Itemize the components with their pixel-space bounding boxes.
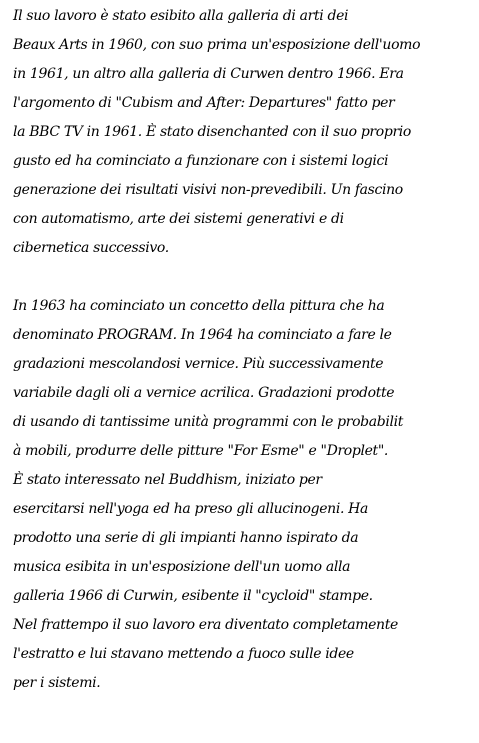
text-line: per i sistemi. <box>13 675 101 691</box>
document-body <box>13 2 479 698</box>
text-line: l'argomento di "Cubism and After: Departures" fatto per <box>13 95 395 111</box>
text-line: Nel frattempo il suo lavoro era diventato completamente <box>13 617 398 633</box>
text-line: galleria 1966 di Curwin, esibente il "cycloid" stampe. <box>13 588 373 604</box>
text-line: Il suo lavoro è stato esibito alla galleria di arti dei <box>13 8 349 24</box>
text-line: gusto ed ha cominciato a funzionare con i sistemi logici <box>13 153 389 169</box>
paragraph-2 <box>13 292 479 698</box>
text-line: esercitarsi nell'yoga ed ha preso gli allucinogeni. Ha <box>13 501 369 517</box>
text-line: Beaux Arts in 1960, con suo prima un'esposizione dell'uomo <box>13 37 421 53</box>
text-line: di usando di tantissime unità programmi con le probabilit <box>13 414 404 430</box>
text-line: à mobili, produrre delle pitture "For Esme" e "Droplet". <box>13 443 389 459</box>
text-line: con automatismo, arte dei sistemi generativi e di <box>13 211 344 227</box>
text-line: prodotto una serie di gli impianti hanno ispirato da <box>13 530 359 546</box>
text-line: cibernetica successivo. <box>13 240 169 256</box>
text-line: gradazioni mescolandosi vernice. Più successivamente <box>13 356 384 372</box>
paragraph-1 <box>13 2 479 263</box>
text-line: È stato interessato nel Buddhism, iniziato per <box>13 472 322 488</box>
paragraph-spacer <box>13 263 479 292</box>
text-line: denominato PROGRAM. In 1964 ha cominciato a fare le <box>13 327 392 343</box>
text-line: musica esibita in un'esposizione dell'un uomo alla <box>13 559 351 575</box>
text-line: variabile dagli oli a vernice acrilica. Gradazioni prodotte <box>13 385 395 401</box>
text-line: l'estratto e lui stavano mettendo a fuoco sulle idee <box>13 646 354 662</box>
text-line: in 1961, un altro alla galleria di Curwen dentro 1966. Era <box>13 66 404 82</box>
text-line: In 1963 ha cominciato un concetto della pittura che ha <box>13 298 385 314</box>
text-line: generazione dei risultati visivi non-prevedibili. Un fascino <box>13 182 403 198</box>
text-line: la BBC TV in 1961. È stato disenchanted con il suo proprio <box>13 124 412 140</box>
